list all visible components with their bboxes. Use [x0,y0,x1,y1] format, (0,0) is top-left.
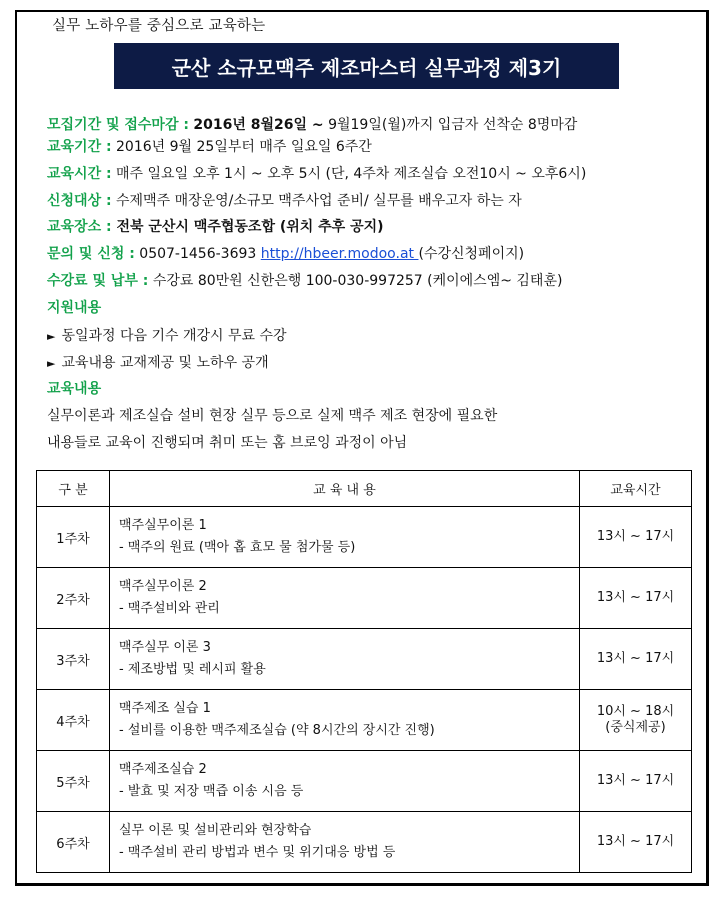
time-value: 매주 일요일 오후 1시 ~ 오후 5시 (단, 4주차 제조실습 오전10시 ~ 오후6시) [111,166,587,182]
support-item [47,325,287,345]
target-value: 수제맥주 매장운영/소규모 맥주사업 준비/ 실무를 배우고자 하는 자 [111,193,522,209]
content-cell [110,568,580,629]
content-title: 맥주제조실습 2 [119,762,207,777]
time-cell [580,751,692,812]
content-cell [110,629,580,690]
contact-phone: 0507-1456-3693 [134,246,261,262]
time-cell [580,568,692,629]
bullet-arrow-icon: ► [47,357,56,370]
time-value: 13시 ~ 17시 [596,651,675,666]
content-cell [110,507,580,568]
page-title-banner [115,44,618,88]
time-cell [580,812,692,873]
content-detail: - 맥주설비 관리 방법과 변수 및 위기대응 방법 등 [119,845,396,860]
time-value: 13시 ~ 17시 [596,773,675,788]
content-title: 맥주실무이론 1 [119,518,207,533]
table-row [37,812,692,873]
content-detail: - 설비를 이용한 맥주제조실습 (약 8시간의 장시간 진행) [119,723,435,738]
week-cell: 1주차 [37,507,110,568]
fee-line [47,270,562,290]
table-row [37,690,692,751]
week-cell: 6주차 [37,812,110,873]
contact-label: 문의 및 신청 : [47,246,135,262]
support-heading [47,297,101,317]
week-cell: 4주차 [37,690,110,751]
content-label: 교육내용 [47,381,102,397]
content-detail: - 맥주설비와 관리 [119,601,220,616]
recruit-value: 2016년 8월26일 ~ [193,117,324,133]
content-heading [47,378,101,398]
table-header-row [37,471,692,507]
week-cell: 5주차 [37,751,110,812]
header-content: 교 육 내 용 [110,471,580,507]
time-line [47,163,586,183]
content-title: 맥주실무이론 2 [119,579,207,594]
content-text-2: 내용들로 교육이 진행되며 취미 또는 홈 브로잉 과정이 아님 [47,435,408,451]
content-cell [110,690,580,751]
contact-note: (수강신청페이지) [418,246,525,262]
content-text-1: 실무이론과 제조실습 설비 현장 실무 등으로 실제 맥주 제조 현장에 필요한 [47,408,498,424]
time-label: 교육시간 : [47,166,112,182]
target-line [47,190,522,210]
recruit-value-rest: 9월19일(월)까지 입금자 선착순 8명마감 [323,117,578,133]
page-subtitle: 실무 노하우를 중심으로 교육하는 [52,18,266,34]
fee-value: 수강료 80만원 신한은행 100-030-997257 (케이에스엠~ 김태훈) [148,273,563,289]
period-value: 2016년 9월 25일부터 매주 일요일 6주간 [111,139,372,155]
content-cell [110,751,580,812]
place-value: 전북 군산시 맥주협동조합 (위치 추후 공지) [111,219,384,235]
place-label: 교육장소 : [47,219,112,235]
header-time: 교육시간 [580,471,692,507]
content-cell [110,812,580,873]
table-row [37,629,692,690]
page-title: 군산 소규모맥주 제조마스터 실무과정 제3기 [171,55,562,80]
support-item [47,352,269,372]
contact-line [47,243,524,263]
content-detail: - 제조방법 및 레시피 활용 [119,662,266,677]
content-detail: - 맥주의 원료 (맥아 홉 효모 물 첨가물 등) [119,540,356,555]
time-value: 13시 ~ 17시 [596,590,675,605]
fee-label: 수강료 및 납부 : [47,273,149,289]
time-value: 10시 ~ 18시 [596,704,675,719]
schedule-table [36,470,692,873]
recruit-label: 모집기간 및 접수마감 : [47,117,189,133]
table-row [37,507,692,568]
recruit-line [47,114,577,134]
table-row [37,751,692,812]
support-label: 지원내용 [47,300,102,316]
bullet-arrow-icon: ► [47,330,56,343]
time-value: 13시 ~ 17시 [596,529,675,544]
content-detail: - 발효 및 저장 맥즙 이송 시음 등 [119,784,304,799]
content-title: 맥주제조 실습 1 [119,701,211,716]
target-label: 신청대상 : [47,193,112,209]
period-line [47,136,372,156]
place-line [47,216,384,236]
period-label: 교육기간 : [47,139,112,155]
time-cell [580,629,692,690]
content-title: 실무 이론 및 설비관리와 현장학습 [119,823,312,838]
time-note: (중식제공) [605,720,666,735]
header-category: 구 분 [37,471,110,507]
time-cell [580,507,692,568]
support-item-text: 동일과정 다음 기수 개강시 무료 수강 [61,328,287,344]
week-cell: 2주차 [37,568,110,629]
week-cell: 3주차 [37,629,110,690]
time-value: 13시 ~ 17시 [596,834,675,849]
support-item-text: 교육내용 교재제공 및 노하우 공개 [61,355,269,371]
table-row [37,568,692,629]
contact-link[interactable]: http://hbeer.modoo.at [260,246,419,262]
content-title: 맥주실무 이론 3 [119,640,211,655]
time-cell [580,690,692,751]
